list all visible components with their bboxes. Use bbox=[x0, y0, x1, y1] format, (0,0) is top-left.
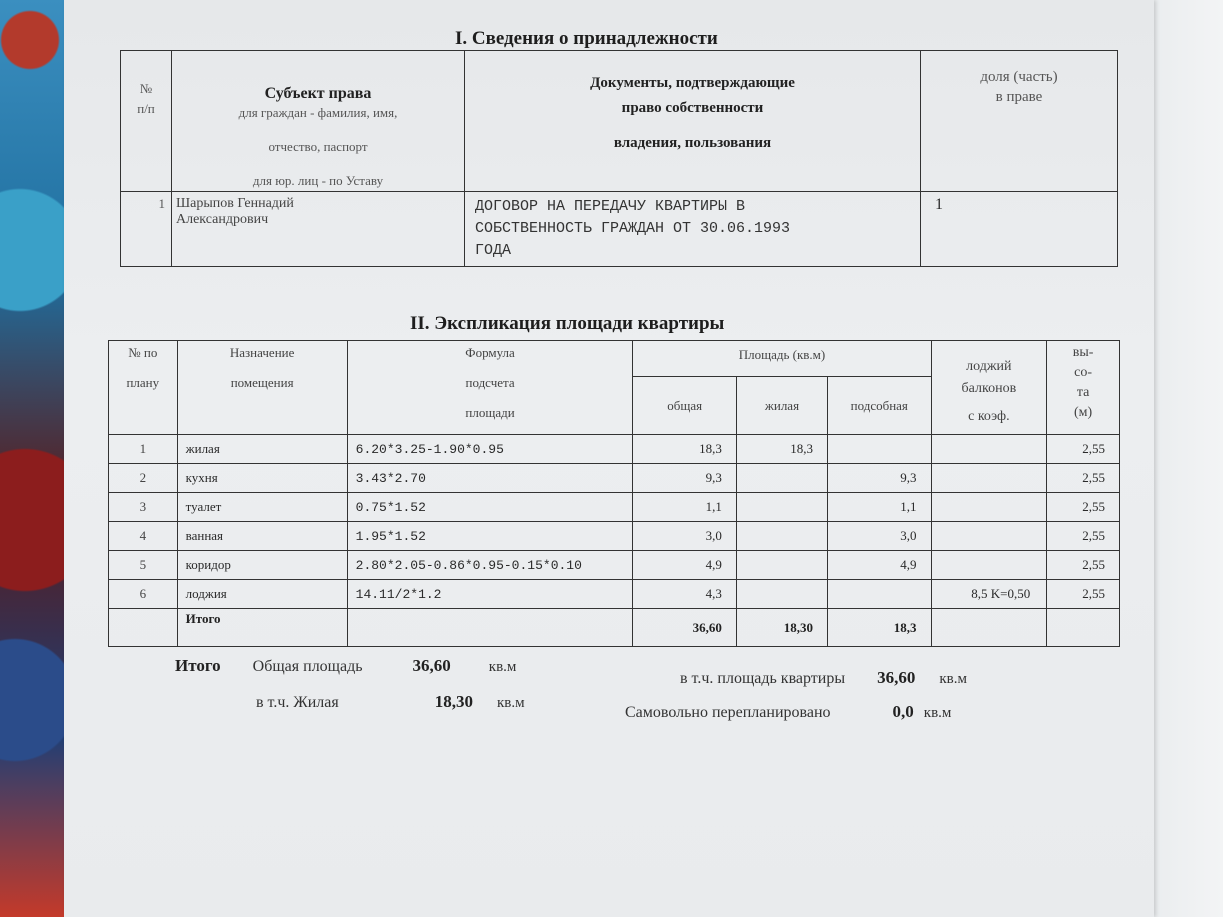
formula-header-line1: Формула bbox=[465, 345, 515, 360]
ownership-document-line3: ГОДА bbox=[475, 242, 512, 259]
row-aux: 9,3 bbox=[828, 464, 931, 493]
row-total: 3,0 bbox=[633, 522, 736, 551]
table-row bbox=[109, 580, 1120, 609]
summary-apartment bbox=[680, 668, 967, 688]
row-living bbox=[736, 464, 827, 493]
summary-total-unit: кв.м bbox=[488, 659, 517, 675]
row-name: ванная bbox=[177, 522, 347, 551]
row-name: лоджия bbox=[177, 580, 347, 609]
documents-header bbox=[465, 51, 921, 192]
row-height: 2,55 bbox=[1047, 551, 1120, 580]
row-num: 6 bbox=[109, 580, 178, 609]
row-height: 2,55 bbox=[1047, 493, 1120, 522]
totals-label: Итого bbox=[177, 609, 347, 647]
row-living bbox=[736, 493, 827, 522]
row-living bbox=[736, 551, 827, 580]
num-header-line1: № bbox=[139, 81, 153, 96]
totals-total: 36,60 bbox=[633, 609, 736, 647]
row-height: 2,55 bbox=[1047, 435, 1120, 464]
row-total: 4,3 bbox=[633, 580, 736, 609]
row-loggia: 8,5 K=0,50 bbox=[931, 580, 1047, 609]
row-name: туалет bbox=[177, 493, 347, 522]
subject-header bbox=[172, 51, 465, 192]
owner-name bbox=[172, 192, 465, 267]
row-loggia bbox=[931, 522, 1047, 551]
area-header: Площадь (кв.м) bbox=[633, 341, 931, 377]
num-header bbox=[121, 51, 172, 192]
row-name: жилая bbox=[177, 435, 347, 464]
row-aux bbox=[828, 580, 931, 609]
row-total: 4,9 bbox=[633, 551, 736, 580]
summary-replan-unit: кв.м bbox=[923, 705, 952, 721]
ownership-row bbox=[121, 192, 1118, 267]
documents-header-line1: Документы, подтверждающие bbox=[590, 75, 795, 91]
owner-name-line1: Шарыпов Геннадий bbox=[176, 196, 294, 211]
row-formula: 3.43*2.70 bbox=[347, 464, 633, 493]
ownership-document-line1: ДОГОВОР НА ПЕРЕДАЧУ КВАРТИРЫ В bbox=[475, 198, 746, 215]
row-num: 5 bbox=[109, 551, 178, 580]
totals-aux: 18,3 bbox=[828, 609, 931, 647]
row-formula: 6.20*3.25-1.90*0.95 bbox=[347, 435, 633, 464]
table-row bbox=[109, 493, 1120, 522]
row-aux: 4,9 bbox=[828, 551, 931, 580]
formula-header-line2: подсчета bbox=[465, 375, 515, 390]
summary-apt-unit: кв.м bbox=[939, 671, 967, 687]
summary-replan bbox=[625, 702, 951, 722]
area-rows bbox=[109, 435, 1120, 609]
owner-name-line2: Александрович bbox=[176, 212, 269, 227]
formula-header bbox=[347, 341, 633, 435]
total-area-header: общая bbox=[633, 377, 736, 435]
summary-living-unit: кв.м bbox=[496, 695, 525, 711]
row-height: 2,55 bbox=[1047, 580, 1120, 609]
row-aux bbox=[828, 435, 931, 464]
summary-itogo: Итого bbox=[175, 656, 221, 675]
purpose-header bbox=[177, 341, 347, 435]
row-num: 3 bbox=[109, 493, 178, 522]
totals-row bbox=[109, 609, 1120, 647]
ownership-table bbox=[120, 50, 1118, 267]
summary-replan-value: 0,0 bbox=[892, 702, 914, 721]
row-formula: 0.75*1.52 bbox=[347, 493, 633, 522]
table-row bbox=[109, 551, 1120, 580]
row-loggia bbox=[931, 464, 1047, 493]
summary-line1 bbox=[175, 656, 516, 676]
row-num: 4 bbox=[109, 522, 178, 551]
row-formula: 2.80*2.05-0.86*0.95-0.15*0.10 bbox=[347, 551, 633, 580]
table-row bbox=[109, 464, 1120, 493]
living-area-header: жилая bbox=[736, 377, 827, 435]
table-row bbox=[109, 435, 1120, 464]
row-total: 1,1 bbox=[633, 493, 736, 522]
share-header-line2: в праве bbox=[995, 89, 1043, 105]
background-surface bbox=[1143, 0, 1223, 917]
row-name: коридор bbox=[177, 551, 347, 580]
loggia-header bbox=[931, 341, 1047, 435]
ownership-document bbox=[465, 192, 921, 267]
purpose-header-line1: Назначение bbox=[229, 345, 295, 360]
height-header bbox=[1047, 341, 1120, 435]
loggia-header-line3: с коэф. bbox=[968, 409, 1010, 424]
row-living bbox=[736, 580, 827, 609]
ownership-share: 1 bbox=[921, 192, 1118, 267]
row-loggia bbox=[931, 435, 1047, 464]
loggia-header-line1: лоджий bbox=[966, 359, 1012, 374]
aux-area-header: подсобная bbox=[828, 377, 931, 435]
loggia-header-line2: балконов bbox=[961, 381, 1017, 396]
table-row bbox=[109, 522, 1120, 551]
subject-header-sub1: для граждан - фамилия, имя, bbox=[238, 105, 398, 120]
subject-header-title: Субъект права bbox=[264, 85, 372, 102]
row-loggia bbox=[931, 551, 1047, 580]
row-formula: 1.95*1.52 bbox=[347, 522, 633, 551]
summary-total-label: Общая площадь bbox=[252, 658, 363, 675]
height-header-line3: та bbox=[1076, 385, 1090, 400]
summary-line2 bbox=[256, 692, 525, 712]
summary-total-value: 36,60 bbox=[412, 656, 451, 675]
summary-apt-value: 36,60 bbox=[877, 668, 916, 687]
row-formula: 14.11/2*1.2 bbox=[347, 580, 633, 609]
row-num: 1 bbox=[109, 435, 178, 464]
plan-header bbox=[109, 341, 178, 435]
row-living bbox=[736, 522, 827, 551]
ownership-document-line2: СОБСТВЕННОСТЬ ГРАЖДАН ОТ 30.06.1993 bbox=[475, 220, 791, 237]
totals-living: 18,30 bbox=[736, 609, 827, 647]
documents-header-line3: владения, пользования bbox=[613, 135, 772, 151]
plan-header-line2: плану bbox=[126, 375, 160, 390]
row-loggia bbox=[931, 493, 1047, 522]
height-header-line1: вы- bbox=[1072, 345, 1094, 360]
row-height: 2,55 bbox=[1047, 522, 1120, 551]
summary-living-label: в т.ч. Жилая bbox=[256, 694, 339, 711]
row-height: 2,55 bbox=[1047, 464, 1120, 493]
formula-header-line3: площади bbox=[465, 405, 515, 420]
plan-header-line1: № по bbox=[128, 345, 158, 360]
section2-title: II. Экспликация площади квартиры bbox=[410, 313, 725, 334]
row-living: 18,3 bbox=[736, 435, 827, 464]
row-total: 9,3 bbox=[633, 464, 736, 493]
purpose-header-line2: помещения bbox=[230, 375, 294, 390]
row-total: 18,3 bbox=[633, 435, 736, 464]
ownership-row-num: 1 bbox=[121, 192, 172, 267]
background-artwork bbox=[0, 0, 70, 917]
summary-living-value: 18,30 bbox=[434, 692, 473, 711]
share-header bbox=[921, 51, 1118, 192]
row-aux: 1,1 bbox=[828, 493, 931, 522]
row-aux: 3,0 bbox=[828, 522, 931, 551]
subject-header-sub3: для юр. лиц - по Уставу bbox=[252, 173, 384, 188]
documents-header-line2: право собственности bbox=[621, 100, 764, 116]
summary-apt-label: в т.ч. площадь квартиры bbox=[680, 670, 846, 687]
subject-header-sub2: отчество, паспорт bbox=[268, 139, 368, 154]
num-header-line2: п/п bbox=[137, 101, 155, 116]
row-num: 2 bbox=[109, 464, 178, 493]
area-table bbox=[108, 340, 1120, 647]
summary-replan-label: Самовольно перепланировано bbox=[625, 704, 831, 721]
row-name: кухня bbox=[177, 464, 347, 493]
share-header-line1: доля (часть) bbox=[980, 69, 1058, 85]
height-header-line2: со- bbox=[1074, 365, 1093, 380]
section1-title: I. Сведения о принадлежности bbox=[455, 28, 718, 49]
height-header-line4: (м) bbox=[1074, 405, 1093, 420]
